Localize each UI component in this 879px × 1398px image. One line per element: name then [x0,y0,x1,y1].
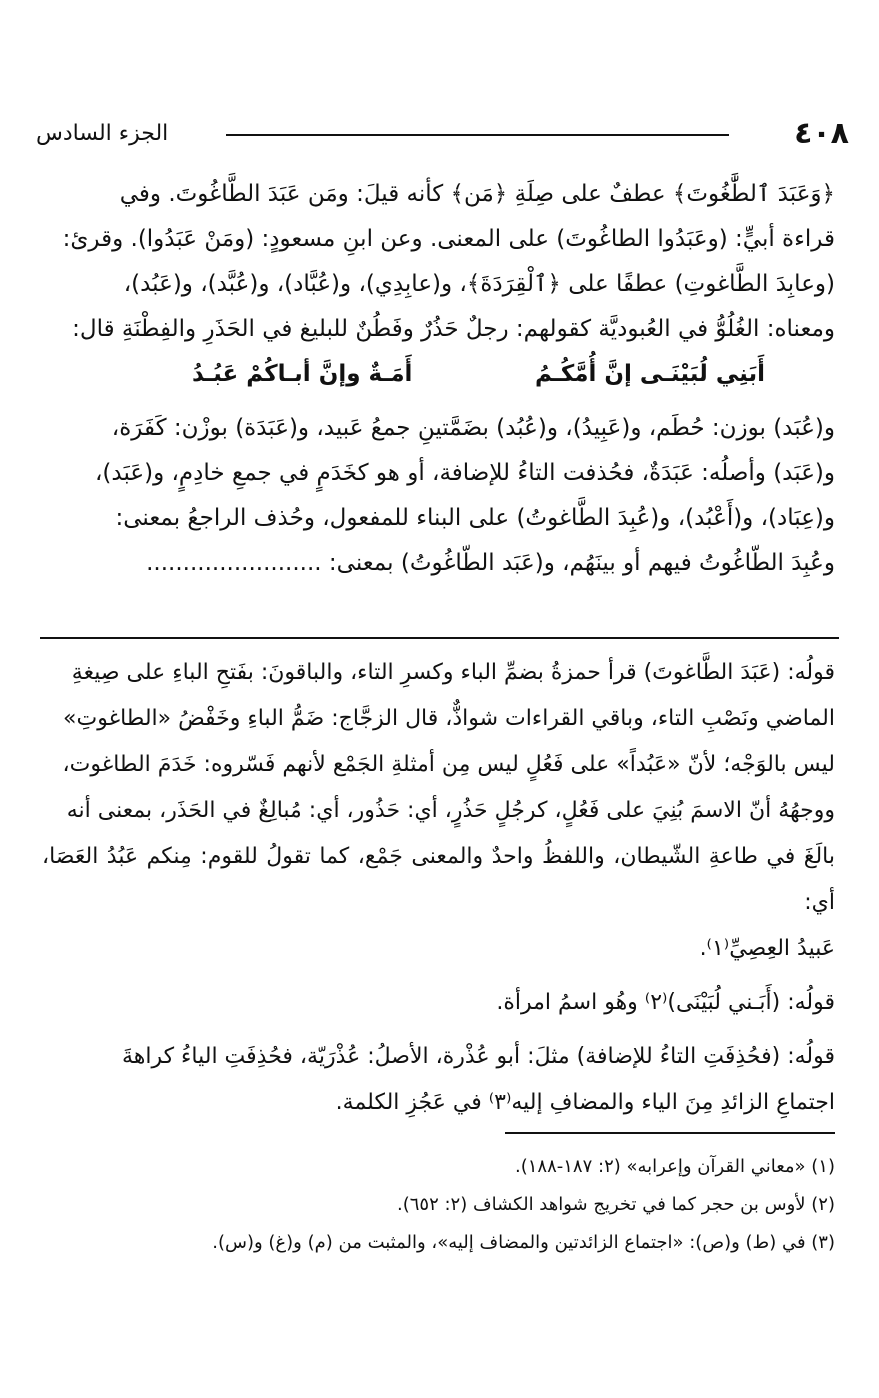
page-header [36,116,849,152]
main-line: قراءة أبيٍّ: (وعَبَدُوا الطاغُوتَ) على المعنى. وعن ابنِ مسعودٍ: (ومَنْ عَبَدُوا). وقرئ: [62,226,835,252]
verse-second-hemistich: أَمَـةٌ وإنَّ أبـاكُمْ عَبُـدُ [192,361,413,387]
footnote: (١) «معاني القرآن وإعرابه» (٢: ١٨٧-١٨٨). [514,1156,835,1177]
footnote: (٢) لأوس بن حجر كما في تخريج شواهد الكشاف (٢: ٦٥٢). [396,1194,835,1215]
main-line: و(عَبَد) وأصلُه: عَبَدَةٌ، فحُذفت التاءُ للإضافة، أو هو كخَدَمٍ في جمعِ خادِمٍ، و(عَبَد)، [94,460,835,486]
poetry-verse [42,352,835,396]
main-line: و(عِبَاد)، و(أَعْبُد)، و(عُبِدَ الطَّاغوتُ) على البناء للمفعول، وحُذف الراجعُ بمعنى: [115,505,835,531]
header-rule [226,134,729,136]
main-line: ومعناه: الغُلُوُّ في العُبوديَّة كقولهم: رجلٌ حَذُرٌ وفَطُنٌ للبليغ في الحَذَرِ والفِطْنَةِ قال: [72,316,835,342]
commentary-line: اجتماعِ الزائدِ مِنَ الياء والمضافِ إليه⁽٣⁾ في عَجُزِ الكلمة. [335,1090,835,1115]
commentary-line: بالَغَ في طاعةِ الشّيطان، واللفظُ واحدٌ والمعنى جَمْع، كما تقولُ للقوم: مِنكم عَبُدُ العَصَا، أي: [42,844,835,915]
main-line: ﴿وَعَبَدَ ٱلطَّٰغُوتَ﴾ عطفٌ على صِلَةِ ﴿مَن﴾ كأنه قيلَ: ومَن عَبَدَ الطَّاغُوتَ. وفي [119,181,835,207]
main-line: وعُبِدَ الطّاغُوتُ فيهم أو بينَهُم، و(عَبَد الطّاغُوتُ) بمعنى: ........................ [146,550,835,576]
commentary-line: قولُه: (فحُذِفَتِ التاءُ للإضافة) مثلَ: أبو عُذْرة، الأصلُ: عُذْرَيّة، فحُذِفَتِ الياءُ كراهةَ [121,1044,835,1069]
footnotes [42,1148,835,1262]
commentary-line: عَبيدُ العِصِيِّ⁽١⁾. [699,936,835,961]
footnote: (٣) في (ط) و(ص): «اجتماع الزائدتين والمضاف إليه»، والمثبت من (م) و(غ) و(س). [212,1232,835,1253]
page-number: ٤٠٨ [794,116,849,151]
main-line: و(عُبَد) بوزن: حُطَم، و(عَبِيدُ)، و(عُبُد) بضَمَّتينِ جمعُ عَبيد، و(عَبَدَة) بوزْن: كَفَرَة، [111,415,835,441]
section-separator [40,637,839,639]
commentary-line: الماضي ونَصْبِ التاء، وباقي القراءات شواذٌّ، قال الزجَّاج: ضَمُّ الباءِ وخَفْضُ «الطاغوتِ» [63,706,835,731]
commentary-line: قولُه: (عَبَدَ الطَّاغوتَ) قرأ حمزةُ بضمِّ الباء وكسرِ التاء، والباقونَ: بفَتحِ الباءِ على صِيغةِ [71,660,835,685]
verse-first-hemistich: أَبَنِي لُبَيْنَـى إنَّ أُمَّكُـمُ [534,361,765,387]
main-text [42,172,835,586]
main-line: (وعابِدَ الطَّاغوتِ) عطفًا على ﴿ٱلْقِرَدَةَ﴾، و(عابِدِي)، و(عُبَّاد)، و(عُبَّد)، و(عَبُد)، [123,271,835,297]
commentary-line: ووجهُهُ أنّ الاسمَ بُنِيَ على فَعُلٍ، كرجُلٍ حَذُرٍ، أي: حَذُور، أي: مُبالِغٌ في الحَذَر، بمعنى أنه [66,798,835,823]
commentary-line: قولُه: (أَبَـني لُبَيْنَى)⁽٢⁾ وهُو اسمُ امرأة. [496,990,835,1015]
commentary-line: ليس بالوَجْه؛ لأنّ «عَبُداً» على فَعُلٍ ليس مِن أمثلةِ الجَمْع لأنهم فَسّروه: خَدَمَ الطاغوت، [62,752,835,777]
footnote-rule [505,1132,835,1134]
part-title: الجزء السادس [36,121,169,146]
commentary-section [42,650,835,1126]
